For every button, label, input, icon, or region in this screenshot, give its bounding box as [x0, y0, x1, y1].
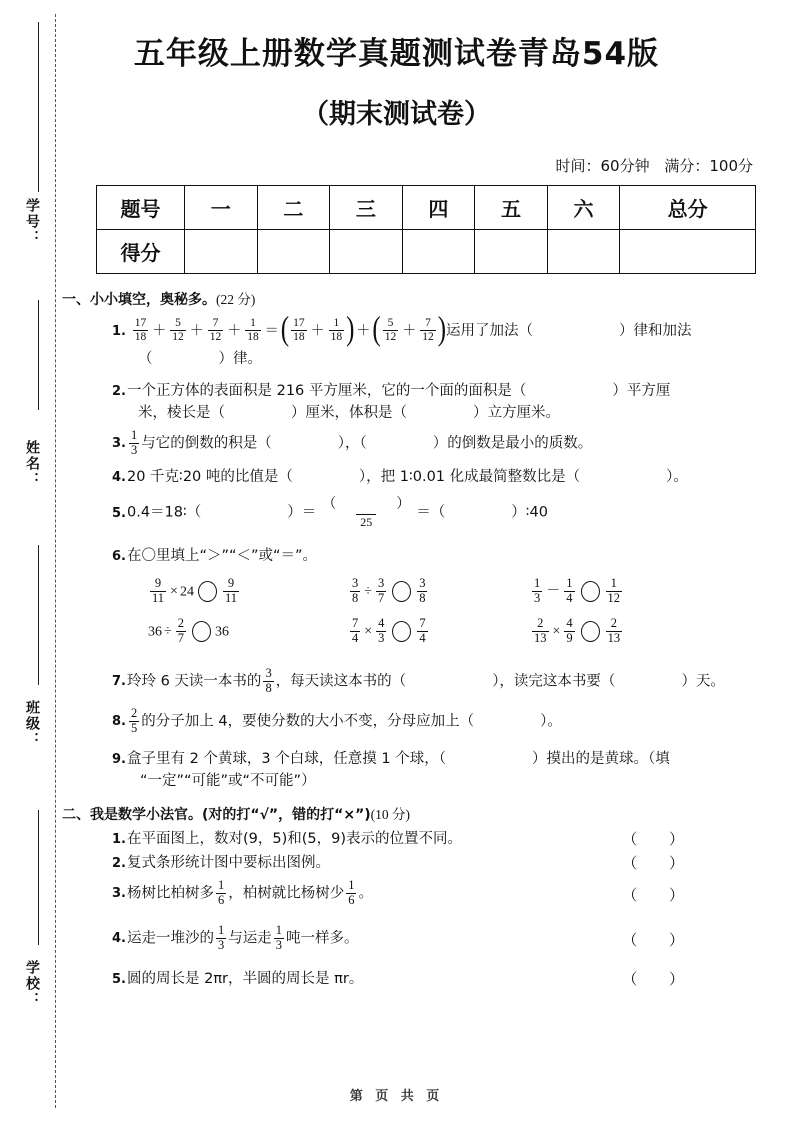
s1-q6-c5-rnum: 7	[419, 616, 426, 630]
s1-q3-line-c: ）的倒数是最小的质数。	[432, 435, 593, 452]
s1-q1-g1a-num: 17	[293, 317, 305, 330]
s1-q5-frac-numerator[interactable]	[318, 497, 414, 514]
s1-q2-line1b: ）平方厘	[612, 383, 671, 399]
s2-q3-text-c: 。	[358, 885, 373, 902]
s1-q3-frac-num: 1	[130, 428, 138, 442]
s1-q1-tail: 运用了加法（	[446, 322, 534, 339]
s1-q1-g2a-den: 12	[384, 330, 397, 343]
score-col-3: 三	[330, 186, 403, 230]
s1-q7-line-a: 玲玲 6 天读一本书的	[126, 673, 262, 690]
score-col-5: 五	[475, 186, 548, 230]
s2-q3-text-b: ，柏树就比杨树少	[228, 885, 345, 902]
s2-q2-answer-box[interactable]: （ ）	[622, 856, 698, 872]
s1-q6-c6-rden: 13	[607, 630, 621, 645]
s1-q5-line-d: ）∶40	[511, 504, 549, 521]
s1-q3-line-b: ），（	[337, 435, 367, 452]
s1-q6-c3-answer-circle[interactable]	[581, 581, 600, 602]
s1-q6-c6-rnum: 2	[610, 616, 618, 630]
s2-q3-text-a: 杨树比柏树多	[126, 885, 214, 902]
score-col-4: 四	[402, 186, 475, 230]
s2-q4-f1-den: 3	[217, 937, 225, 952]
s1-question-1: 1. $\frac{17}{18}$ ＋ $\frac{5}{12}$ ＋ $\frac{7}{12}$ ＋ $\frac{1}{18}$ ＝( $\frac{17}{18}$ ＋ $\frac{1}{18}$ ) ＋( $\frac{5}{12}$ ＋ $\frac{7}{12}$ )运用了加法（ ）律和加法	[112, 312, 752, 351]
s1-q3-line-a: 与它的倒数的积是（	[141, 435, 272, 452]
s1-q4-number: 4.	[112, 470, 126, 485]
score-cell-1[interactable]	[185, 230, 258, 274]
s1-question-7	[112, 668, 762, 696]
s1-q6-c3-rden: 12	[607, 590, 620, 605]
section-2-points: (10 分)	[370, 807, 411, 822]
s1-q1-f3-den: 12	[209, 330, 222, 343]
s1-q1-g2a-num: 5	[387, 317, 394, 330]
s1-question-9	[112, 748, 767, 771]
s1-q1-line2-open: （	[138, 351, 153, 367]
s2-question-1	[112, 828, 462, 851]
s1-q7-line-d: ）天。	[681, 673, 725, 690]
s1-q1-g1b-den: 18	[330, 330, 343, 343]
s1-q6-compare-1	[148, 578, 241, 606]
s1-q6-c1-tail: 24	[179, 584, 194, 600]
s1-q6-c5-lden: 4	[352, 630, 359, 645]
cut-line-dashed	[55, 14, 56, 1108]
s1-q6-c5-answer-circle[interactable]	[392, 621, 411, 642]
s2-q4-answer-box[interactable]: （ ）	[622, 933, 698, 949]
s2-question-5	[112, 968, 363, 991]
s1-q1-g2b-num: 7	[425, 317, 431, 330]
margin-label-school: 学校：	[24, 960, 40, 1008]
s2-q3-answer-box[interactable]: （ ）	[622, 888, 698, 904]
s2-q1-answer-box[interactable]: （ ）	[622, 832, 698, 848]
s1-q6-c5-mden: 3	[378, 630, 385, 645]
score-cell-6[interactable]	[547, 230, 620, 274]
s1-q1-f2-num: 5	[175, 317, 181, 330]
s1-q7-number: 7.	[112, 674, 126, 690]
s1-question-2	[112, 380, 752, 403]
score-table	[96, 185, 756, 274]
s1-q1-lparen-1: (	[280, 310, 290, 348]
s1-q6-instruction: 在〇里填上“＞”“＜”或“＝”。	[126, 548, 318, 564]
s1-q1-g1a-den: 18	[293, 330, 305, 343]
s2-q5-answer-box[interactable]: （ ）	[622, 972, 698, 988]
s1-q1-g2b-den: 12	[422, 330, 434, 343]
s1-q6-c1-rden: 11	[224, 590, 237, 605]
s1-q6-c1-lnum: 9	[154, 576, 162, 590]
s1-q6-c4-mnum: 2	[177, 616, 184, 630]
s1-q6-c2-answer-circle[interactable]	[392, 581, 411, 602]
s1-q2-number: 2.	[112, 384, 126, 399]
total-score-label: 满分：100分	[664, 157, 753, 175]
s1-q7-frac-den: 8	[265, 680, 272, 695]
section-2-title: 二、我是数学小法官。(对的打“√”，错的打“×”)	[62, 807, 371, 823]
s1-q6-c6-answer-circle[interactable]	[581, 621, 600, 642]
s1-q6-c2-op: ÷	[364, 584, 372, 600]
s1-q1-number: 1.	[112, 323, 126, 339]
exam-meta	[545, 155, 753, 176]
score-table-row-head-1: 题号	[97, 186, 185, 230]
table-row-question-numbers	[97, 186, 756, 230]
s1-q9-line1a: 盒子里有 2 个黄球，3 个白球，任意摸 1 个球，（	[126, 751, 446, 767]
s1-question-5	[112, 497, 752, 529]
score-col-2: 二	[257, 186, 330, 230]
s2-q4-text-c: 吨一样多。	[285, 930, 359, 947]
s1-q5-frac-rparen: ）	[396, 497, 411, 512]
s1-q1-g1b-num: 1	[333, 317, 340, 330]
s1-q1-f3-num: 7	[212, 317, 219, 330]
s1-q6-c1-lden: 11	[152, 590, 165, 605]
score-cell-total[interactable]	[620, 230, 756, 274]
s1-q3-frac-den: 3	[130, 442, 138, 457]
s1-question-8	[112, 708, 762, 736]
score-col-total: 总分	[620, 186, 756, 230]
s1-q9-line2: “一定”“可能”或“不可能”）	[140, 773, 316, 789]
s1-q3-number: 3.	[112, 436, 126, 452]
s2-q5-text: 圆的周长是 2πr，半圆的周长是 πr。	[126, 971, 364, 987]
s2-q4-text-a: 运走一堆沙的	[126, 930, 214, 947]
s1-q4-line-c: ）。	[666, 469, 688, 485]
s2-q4-text-b: 与运走	[228, 930, 272, 947]
s1-q4-line-b: ），把 1∶0.01 化成最简整数比是（	[358, 469, 581, 485]
s1-q6-c4-answer-circle[interactable]	[192, 621, 211, 642]
s1-q6-c5-op: ×	[364, 624, 373, 640]
s1-q6-compare-5	[348, 618, 430, 646]
s1-q6-c3-mnum: 1	[566, 576, 573, 590]
s1-q7-line-c: ），读完这本书要（	[492, 673, 616, 690]
s2-q4-number: 4.	[112, 931, 126, 947]
s2-q3-f1-den: 6	[217, 892, 225, 907]
s1-q6-c5-rden: 4	[419, 630, 426, 645]
s1-question-1-line2	[138, 348, 262, 371]
s1-q6-c1-op: ×	[170, 584, 178, 600]
s1-q1-line2-close: ）律。	[218, 351, 262, 367]
s2-question-4	[112, 925, 358, 953]
s1-q6-c6-lnum: 2	[537, 616, 544, 630]
s1-q6-c6-lden: 13	[534, 630, 547, 645]
s1-q2-line2b: ）厘米，体积是（	[291, 405, 407, 421]
s1-q6-c1-rnum: 9	[227, 576, 235, 590]
margin-label-class: 班级：	[24, 700, 40, 748]
margin-rule-4	[38, 810, 39, 945]
s2-q3-number: 3.	[112, 886, 126, 902]
time-limit-label: 时间：60分钟	[555, 157, 650, 175]
s1-q7-frac-num: 3	[265, 666, 272, 680]
s1-q6-compare-3	[530, 578, 624, 606]
s1-q7-line-b: ，每天读这本书的（	[275, 673, 407, 690]
margin-rule-2	[38, 300, 39, 410]
score-table-row-head-2: 得分	[97, 230, 185, 274]
s1-q8-line-a: 的分子加上 4，要使分数的大小不变，分母应加上（	[141, 713, 475, 730]
s1-q8-line-b: ）。	[540, 713, 562, 730]
s1-q5-line-a: 0.4＝18∶（	[126, 504, 202, 521]
margin-label-name: 姓名：	[24, 440, 40, 488]
s1-q1-f1-num: 17	[134, 317, 147, 330]
s1-q6-c3-lden: 3	[534, 590, 541, 605]
s1-q6-c3-rnum: 1	[610, 576, 617, 590]
s1-q8-frac-den: 5	[130, 720, 138, 735]
s1-q2-line2a: 米，棱长是（	[138, 405, 225, 421]
page-title: 五年级上册数学真题测试卷青岛54版	[133, 36, 660, 72]
s1-q5-frac-den: 25	[356, 514, 376, 529]
s1-q1-f1-den: 18	[134, 330, 147, 343]
s1-q6-c5-lnum: 7	[352, 616, 359, 630]
score-cell-3[interactable]	[330, 230, 403, 274]
page-footer: 第 页 共 页	[349, 1089, 444, 1104]
s1-q5-line-c: ＝（	[416, 504, 446, 521]
s2-question-2	[112, 852, 330, 875]
s1-q9-line1b: ）摸出的是黄球。（填	[531, 751, 670, 767]
section-1-heading	[62, 288, 255, 309]
margin-rule-3	[38, 545, 39, 685]
s1-q1-f4-num: 1	[250, 317, 256, 330]
s1-q1-tail2: ）律和加法	[619, 322, 692, 339]
score-cell-2[interactable]	[257, 230, 330, 274]
s1-q6-c6-mden: 9	[566, 630, 573, 645]
s1-q6-number: 6.	[112, 549, 126, 564]
s1-q6-c2-lnum: 3	[352, 576, 359, 590]
s1-q6-c2-rnum: 3	[419, 576, 426, 590]
s1-q6-c4-op: ÷	[164, 624, 172, 640]
s1-q2-line2c: ）立方厘米。	[473, 405, 560, 421]
section-1-points: (22 分)	[216, 292, 256, 307]
margin-label-student-id: 学号：	[24, 198, 40, 246]
s1-q6-c2-mnum: 3	[377, 576, 385, 590]
s2-q2-number: 2.	[112, 856, 126, 871]
s1-q1-rparen-1: )	[346, 310, 355, 348]
s2-question-3	[112, 880, 373, 908]
s1-q1-f4-den: 18	[247, 330, 259, 343]
s1-question-4	[112, 466, 762, 489]
s1-q6-c6-mnum: 4	[566, 616, 573, 630]
s2-q1-number: 1.	[112, 832, 126, 847]
s1-q5-frac-lparen: （	[322, 497, 337, 512]
s1-q6-compare-4	[148, 618, 229, 646]
s1-question-2-line2	[138, 402, 758, 425]
table-row-scores	[97, 230, 756, 274]
page-subtitle: （期末测试卷）	[302, 99, 491, 130]
s1-q9-number: 9.	[112, 752, 126, 767]
s1-q8-number: 8.	[112, 714, 126, 730]
s1-q6-c3-lnum: 1	[534, 576, 541, 590]
section-1-title: 一、小小填空，奥秘多。	[62, 292, 216, 308]
s1-q5-number: 5.	[112, 505, 126, 521]
s1-q4-line-a: 20 千克∶20 吨的比值是（	[126, 469, 293, 485]
s1-q6-c5-mnum: 4	[378, 616, 385, 630]
s1-q6-c2-mden: 7	[377, 590, 385, 605]
s1-question-9-line2	[140, 770, 316, 793]
s1-q6-c4-mden: 7	[177, 630, 184, 645]
s1-q2-line1a: 一个正方体的表面积是 216 平方厘米，它的一个面的面积是（	[126, 383, 527, 399]
s1-q6-c3-mden: 4	[566, 590, 573, 605]
s2-q3-f2-den: 6	[348, 892, 355, 907]
score-cell-4[interactable]	[402, 230, 475, 274]
s1-question-3	[112, 430, 752, 458]
s1-q6-c4-right: 36	[214, 624, 229, 640]
score-cell-5[interactable]	[475, 230, 548, 274]
s1-q6-c2-rden: 8	[419, 590, 426, 605]
s1-q6-c3-op: －	[546, 584, 561, 600]
score-col-6: 六	[547, 186, 620, 230]
s2-q3-f1-num: 1	[217, 878, 225, 892]
s1-q5-line-b: ）＝	[287, 504, 317, 521]
s1-q6-compare-2	[348, 578, 429, 606]
s1-q1-lparen-2: (	[372, 310, 381, 348]
s2-q4-f2-den: 3	[275, 937, 282, 952]
s1-q1-f2-den: 12	[172, 330, 184, 343]
score-col-1: 一	[185, 186, 258, 230]
s1-q6-c1-answer-circle[interactable]	[198, 581, 217, 602]
s1-q1-rparen-2: )	[437, 310, 447, 348]
s1-q6-c2-lden: 8	[352, 590, 359, 605]
section-2-heading	[62, 803, 410, 824]
s1-q6-c4-lead: 36	[148, 624, 162, 640]
s2-q2-text: 复式条形统计图中要标出图例。	[126, 855, 330, 871]
s2-q4-f1-num: 1	[217, 923, 225, 937]
s2-q3-f2-num: 1	[348, 878, 355, 892]
s1-q6-c6-op: ×	[552, 624, 561, 640]
s1-question-6	[112, 545, 752, 568]
s2-q1-text: 在平面图上，数对(9，5)和(5，9)表示的位置不同。	[126, 831, 463, 847]
s1-q8-frac-num: 2	[130, 706, 138, 720]
s2-q4-f2-num: 1	[275, 923, 282, 937]
s2-q5-number: 5.	[112, 972, 126, 987]
s1-q6-compare-6	[530, 618, 624, 646]
